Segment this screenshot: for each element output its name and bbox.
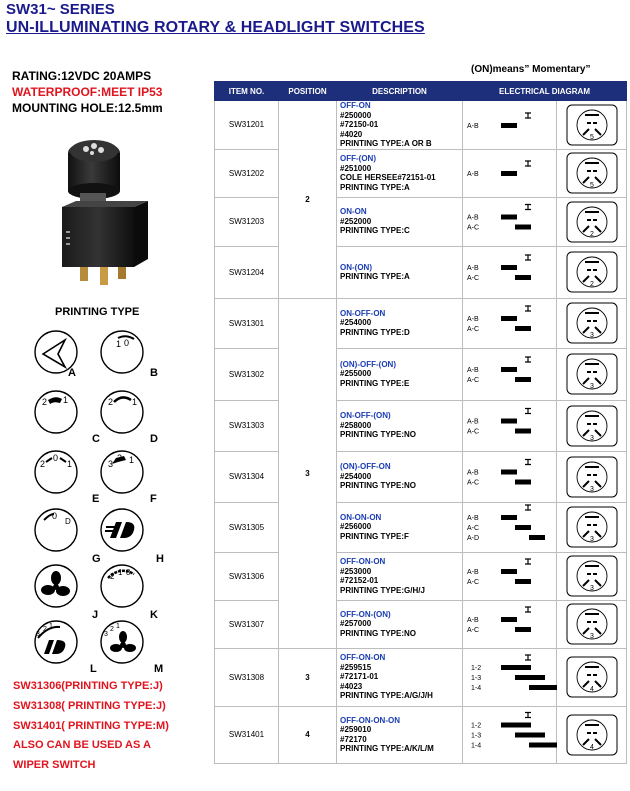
position-marker (525, 306, 531, 311)
knob-face-c-icon (30, 390, 84, 438)
position-marker (525, 255, 531, 260)
knob-face-m-icon (96, 620, 150, 668)
description-line: PRINTING TYPE:A (340, 272, 410, 281)
terminal-layout-icon (565, 250, 619, 294)
description-line: #253000 (340, 566, 372, 576)
description-cell (337, 552, 463, 600)
description-line: PRINTING TYPE:C (340, 226, 410, 236)
svg-text:3: 3 (108, 459, 114, 469)
circuit-label: A-C (467, 428, 480, 436)
contact-bar (501, 569, 517, 574)
circuit-label: A-C (467, 377, 480, 384)
printing-type-label-l: L (90, 663, 97, 675)
terminal-layout-icon (565, 655, 619, 699)
printing-type-label-c: C (92, 433, 100, 445)
item-number: SW31307 (215, 600, 279, 648)
printing-type-grid (30, 330, 180, 675)
terminal-number: 4 (589, 743, 594, 751)
note-line: WIPER SWITCH (13, 759, 96, 772)
position-marker (525, 607, 531, 612)
contact-bar (515, 275, 531, 280)
svg-text:0: 0 (52, 511, 58, 521)
printing-type-h (96, 508, 164, 565)
contact-bar (501, 215, 517, 220)
terminal-layout-cell (557, 149, 627, 197)
description-line: PRINTING TYPE:D (340, 327, 410, 337)
switch-mode: OFF-ON-ON-ON (340, 715, 400, 725)
circuit-label: 1-3 (471, 732, 482, 740)
svg-text:2: 2 (40, 459, 46, 469)
circuit-label: A-B (467, 214, 479, 222)
circuit-label: A-C (467, 275, 480, 282)
position-marker (525, 460, 531, 465)
terminal-layout-icon (565, 455, 619, 499)
electrical-diagram-cell (463, 552, 557, 600)
electrical-diagram-cell (463, 502, 557, 552)
circuit-label: A-B (467, 316, 479, 323)
circuit-label: A-B (467, 469, 479, 477)
table-row (215, 400, 627, 451)
position-marker (525, 113, 531, 118)
circuit-label: 1-2 (471, 722, 482, 730)
svg-text:1: 1 (116, 623, 120, 630)
description-line: #4020 (340, 129, 363, 139)
contact-bar (501, 367, 517, 372)
position-marker (525, 505, 531, 510)
contact-bar (529, 685, 557, 690)
circuit-diagram (463, 198, 557, 245)
printing-type-label-f: F (150, 493, 157, 505)
printing-type-label-e: E (92, 493, 100, 505)
terminal-layout-cell (557, 552, 627, 600)
terminal-layout-cell (557, 502, 627, 552)
circuit-label: 1-4 (471, 742, 482, 750)
position-marker (525, 655, 531, 660)
table-row (215, 706, 627, 763)
circuit-label: A-B (467, 122, 479, 130)
printing-type-title: PRINTING TYPE (55, 306, 140, 318)
description-cell (337, 648, 463, 706)
svg-text:2: 2 (110, 572, 115, 581)
electrical-diagram-cell (463, 298, 557, 348)
electrical-diagram-cell (463, 246, 557, 298)
circuit-diagram (463, 707, 557, 762)
circuit-label: 1-4 (471, 685, 482, 692)
printing-type-f (96, 450, 157, 505)
description-cell (337, 246, 463, 298)
printing-type-g (30, 508, 101, 565)
position-count: 2 (279, 101, 337, 299)
circuit-diagram (463, 503, 557, 551)
terminal-number: 3 (589, 383, 594, 390)
description-cell (337, 197, 463, 246)
position-marker (525, 357, 531, 362)
description-line: #259010 (340, 725, 372, 734)
item-number: SW31401 (215, 706, 279, 763)
knob-face-h-icon (96, 508, 150, 556)
knob-face-k-icon (96, 564, 150, 612)
switch-mode: ON-(ON) (340, 262, 372, 272)
description-line: #250000 (340, 110, 372, 120)
svg-text:1: 1 (132, 397, 138, 407)
svg-text:2: 2 (110, 626, 114, 633)
item-number: SW31203 (215, 197, 279, 246)
switch-mode: OFF-(ON) (340, 154, 376, 163)
description-line: #72150-01 (340, 120, 379, 129)
terminal-layout-icon (565, 713, 619, 757)
circuit-diagram (463, 349, 557, 399)
knob-face-d-icon (96, 390, 150, 438)
switch-mode: OFF-ON-ON (340, 557, 386, 566)
description-cell (337, 101, 463, 150)
switch-mode: (ON)-OFF-ON (340, 462, 391, 472)
circuit-label: A-C (467, 224, 480, 232)
item-number: SW31306 (215, 552, 279, 600)
description-line: PRINTING TYPE:A/K/L/M (340, 744, 434, 753)
description-cell (337, 348, 463, 400)
contact-bar (515, 225, 531, 230)
description-line: PRINTING TYPE:NO (340, 430, 417, 440)
note-line: SW31308( PRINTING TYPE:J) (13, 699, 166, 712)
circuit-label: 1-2 (471, 665, 482, 672)
header-electrical-diagram: ELECTRICAL DIAGRAM (463, 82, 627, 101)
table-row (215, 298, 627, 348)
svg-text:1: 1 (63, 395, 69, 405)
description-line: #252000 (340, 216, 372, 226)
svg-text:0: 0 (126, 568, 131, 577)
svg-text:1: 1 (49, 623, 53, 630)
switch-mode: OFF-ON-(ON) (340, 609, 391, 619)
svg-text:2: 2 (43, 626, 47, 633)
description-cell (337, 600, 463, 648)
circuit-label: A-C (467, 326, 480, 333)
terminal-number: 3 (589, 633, 594, 640)
printing-type-label-b: B (150, 367, 158, 379)
contact-bar (515, 733, 545, 738)
description-cell (337, 400, 463, 451)
contact-bar (501, 617, 517, 622)
item-number: SW31204 (215, 246, 279, 298)
circuit-label: 1-3 (471, 675, 482, 682)
electrical-diagram-cell (463, 600, 557, 648)
printing-type-e (30, 450, 100, 505)
description-line: PRINTING TYPE:A OR B (340, 139, 432, 148)
table-row (215, 648, 627, 706)
item-number: SW31303 (215, 400, 279, 451)
waterproof-spec: WATERPROOF:MEET IP53 (12, 85, 163, 99)
terminal-number: 3 (589, 434, 594, 442)
description-line: #259515 (340, 662, 372, 672)
svg-text:1: 1 (129, 455, 135, 465)
description-cell (337, 298, 463, 348)
item-number: SW31202 (215, 149, 279, 197)
switch-mode: (ON)-OFF-(ON) (340, 359, 396, 369)
description-line: PRINTING TYPE:F (340, 531, 409, 541)
circuit-label: A-B (467, 515, 479, 522)
position-marker (525, 409, 531, 414)
description-line: #4023 (340, 681, 363, 691)
contact-bar (515, 429, 531, 434)
electrical-diagram-cell (463, 451, 557, 502)
circuit-label: A-C (467, 479, 480, 487)
contact-bar (515, 480, 531, 485)
position-marker (525, 205, 531, 210)
terminal-layout-icon (565, 554, 619, 598)
svg-text:2: 2 (108, 397, 114, 407)
contact-bar (515, 627, 531, 632)
description-cell (337, 451, 463, 502)
circuit-diagram (463, 247, 557, 297)
table-row (215, 197, 627, 246)
terminal-number: 3 (589, 585, 594, 592)
rating-spec: RATING:12VDC 20AMPS (12, 69, 152, 83)
contact-bar (529, 743, 557, 748)
terminal-layout-cell (557, 648, 627, 706)
position-count: 4 (279, 706, 337, 763)
contact-bar (501, 515, 517, 520)
knob-face-f-icon (96, 450, 150, 498)
terminal-layout-icon (565, 103, 619, 147)
table-row (215, 101, 627, 150)
description-line: PRINTING TYPE:E (340, 378, 410, 388)
product-table (214, 81, 627, 764)
page-title: UN-ILLUMINATING ROTARY & HEADLIGHT SWITCHES (6, 19, 425, 36)
description-line: PRINTING TYPE:G/H/J (340, 585, 425, 595)
printing-type-label-a: A (68, 367, 76, 379)
table-row (215, 451, 627, 502)
electrical-diagram-cell (463, 648, 557, 706)
circuit-diagram (463, 601, 557, 647)
header-item-no: ITEM NO. (215, 82, 279, 101)
description-line: PRINTING TYPE:A/G/J/H (340, 691, 433, 701)
printing-type-d (96, 390, 158, 445)
svg-text:2: 2 (42, 397, 48, 407)
terminal-layout-cell (557, 197, 627, 246)
contact-bar (501, 419, 517, 424)
item-number: SW31301 (215, 298, 279, 348)
contact-bar (501, 265, 517, 270)
position-marker (525, 559, 531, 564)
item-number: SW31304 (215, 451, 279, 502)
description-cell (337, 706, 463, 763)
position-count: 3 (279, 648, 337, 706)
contact-bar (515, 579, 531, 584)
description-line: #255000 (340, 369, 372, 379)
printing-type-label-g: G (92, 553, 101, 565)
header-position: POSITION (279, 82, 337, 101)
circuit-diagram (463, 649, 557, 705)
terminal-layout-cell (557, 400, 627, 451)
circuit-label: A-B (467, 171, 479, 178)
description-line: COLE HERSEE#72151-01 (340, 173, 436, 182)
rotary-switch-product-image (56, 131, 152, 291)
electrical-diagram-cell (463, 706, 557, 763)
knob-face-j-icon (30, 564, 84, 612)
contact-bar (515, 675, 545, 680)
circuit-label: A-B (467, 569, 479, 576)
terminal-number: 3 (589, 332, 594, 339)
switch-mode: OFF-ON (340, 101, 371, 110)
terminal-layout-cell (557, 451, 627, 502)
terminal-number: 3 (589, 485, 594, 493)
description-line: #72171-01 (340, 672, 379, 682)
circuit-label: A-B (467, 265, 479, 272)
description-line: PRINTING TYPE:A (340, 182, 410, 192)
table-header-row (215, 82, 627, 101)
printing-type-label-k: K (150, 609, 158, 621)
terminal-layout-icon (565, 404, 619, 448)
table-row (215, 552, 627, 600)
circuit-diagram (463, 150, 557, 196)
position-marker (525, 161, 531, 166)
description-line: #254000 (340, 471, 372, 481)
mounting-spec: MOUNTING HOLE:12.5mm (12, 101, 163, 115)
circuit-diagram (463, 553, 557, 599)
circuit-diagram (463, 452, 557, 501)
circuit-label: A-B (467, 418, 479, 426)
description-line: #72152-01 (340, 576, 379, 585)
terminal-number: 5 (589, 133, 594, 141)
table-row (215, 502, 627, 552)
header-description: DESCRIPTION (337, 82, 463, 101)
printing-type-label-h: H (156, 553, 164, 565)
note-line: SW31401( PRINTING TYPE:M) (13, 719, 169, 732)
printing-type-m (96, 620, 164, 675)
electrical-diagram-cell (463, 348, 557, 400)
note-line: SW31306(PRINTING TYPE:J) (13, 680, 163, 692)
terminal-layout-cell (557, 600, 627, 648)
momentary-note: (ON)means” Momentary” (471, 64, 591, 75)
switch-mode: ON-ON (340, 207, 367, 217)
circuit-diagram (463, 401, 557, 450)
terminal-number: 4 (589, 686, 594, 693)
terminal-layout-icon (565, 301, 619, 345)
circuit-label: A-C (467, 525, 480, 532)
knob-face-l-icon (30, 620, 84, 668)
printing-type-c (30, 390, 100, 445)
table-row (215, 600, 627, 648)
printing-type-label-m: M (154, 663, 164, 675)
terminal-layout-icon (565, 602, 619, 646)
item-number: SW31308 (215, 648, 279, 706)
terminal-layout-cell (557, 348, 627, 400)
svg-text:0: 0 (53, 453, 59, 463)
contact-bar (501, 316, 517, 321)
printing-type-label-j: J (92, 609, 99, 621)
specs-block (12, 68, 163, 116)
description-line: #251000 (340, 163, 372, 173)
svg-text:3: 3 (36, 631, 40, 638)
item-number: SW31305 (215, 502, 279, 552)
electrical-diagram-cell (463, 101, 557, 150)
printing-type-b (96, 330, 158, 379)
switch-mode: ON-OFF-(ON) (340, 411, 391, 421)
circuit-label: A-D (467, 535, 480, 542)
note-line: ALSO CAN BE USED AS A (13, 739, 151, 752)
notes-block (13, 677, 169, 776)
contact-bar (529, 535, 545, 540)
printing-type-l (30, 620, 97, 675)
terminal-layout-cell (557, 706, 627, 763)
circuit-label: A-B (467, 617, 479, 624)
contact-bar (501, 665, 531, 670)
contact-bar (501, 171, 517, 176)
terminal-layout-icon (565, 352, 619, 396)
description-line: #72170 (340, 734, 367, 744)
terminal-layout-cell (557, 246, 627, 298)
printing-type-k (96, 564, 158, 621)
printing-type-j (30, 564, 99, 621)
position-count: 3 (279, 298, 337, 648)
switch-mode: ON-ON-ON (340, 512, 382, 522)
svg-text:0: 0 (124, 338, 130, 348)
description-line: #257000 (340, 619, 372, 629)
printing-type-label-d: D (150, 433, 158, 445)
description-line: #254000 (340, 318, 372, 328)
circuit-diagram (463, 299, 557, 347)
printing-type-a (30, 330, 84, 378)
contact-bar (501, 723, 531, 728)
circuit-label: A-C (467, 579, 480, 586)
description-line: #258000 (340, 420, 372, 430)
series-title: SW31~ SERIES (6, 1, 115, 18)
item-number: SW31201 (215, 101, 279, 150)
svg-text:3: 3 (104, 631, 108, 638)
electrical-diagram-cell (463, 149, 557, 197)
svg-text:1: 1 (116, 339, 122, 349)
terminal-layout-cell (557, 101, 627, 150)
table-row (215, 246, 627, 298)
knob-face-g-icon (30, 508, 84, 556)
circuit-label: A-C (467, 627, 480, 634)
position-marker (525, 713, 531, 718)
item-number: SW31302 (215, 348, 279, 400)
svg-text:1: 1 (67, 459, 73, 469)
table-row (215, 348, 627, 400)
circuit-label: A-B (467, 367, 479, 374)
electrical-diagram-cell (463, 400, 557, 451)
description-cell (337, 149, 463, 197)
contact-bar (515, 377, 531, 382)
terminal-layout-icon (565, 505, 619, 549)
terminal-layout-cell (557, 298, 627, 348)
description-line: PRINTING TYPE:NO (340, 628, 417, 638)
terminal-layout-icon (565, 151, 619, 195)
terminal-number: 2 (589, 230, 594, 238)
terminal-layout-icon (565, 200, 619, 244)
description-cell (337, 502, 463, 552)
contact-bar (515, 525, 531, 530)
switch-mode: OFF-ON-ON (340, 653, 386, 663)
svg-text:D: D (65, 517, 71, 526)
table-row (215, 149, 627, 197)
contact-bar (501, 123, 517, 128)
terminal-number: 2 (589, 281, 594, 288)
description-line: #256000 (340, 522, 372, 532)
knob-face-b-icon (96, 330, 150, 378)
switch-mode: ON-OFF-ON (340, 308, 386, 318)
description-line: PRINTING TYPE:NO (340, 481, 417, 491)
electrical-diagram-cell (463, 197, 557, 246)
knob-face-e-icon (30, 450, 84, 498)
terminal-number: 5 (589, 182, 594, 189)
contact-bar (515, 326, 531, 331)
contact-bar (501, 470, 517, 475)
terminal-number: 3 (589, 536, 594, 543)
circuit-diagram (463, 102, 557, 148)
svg-text:1: 1 (118, 568, 123, 577)
